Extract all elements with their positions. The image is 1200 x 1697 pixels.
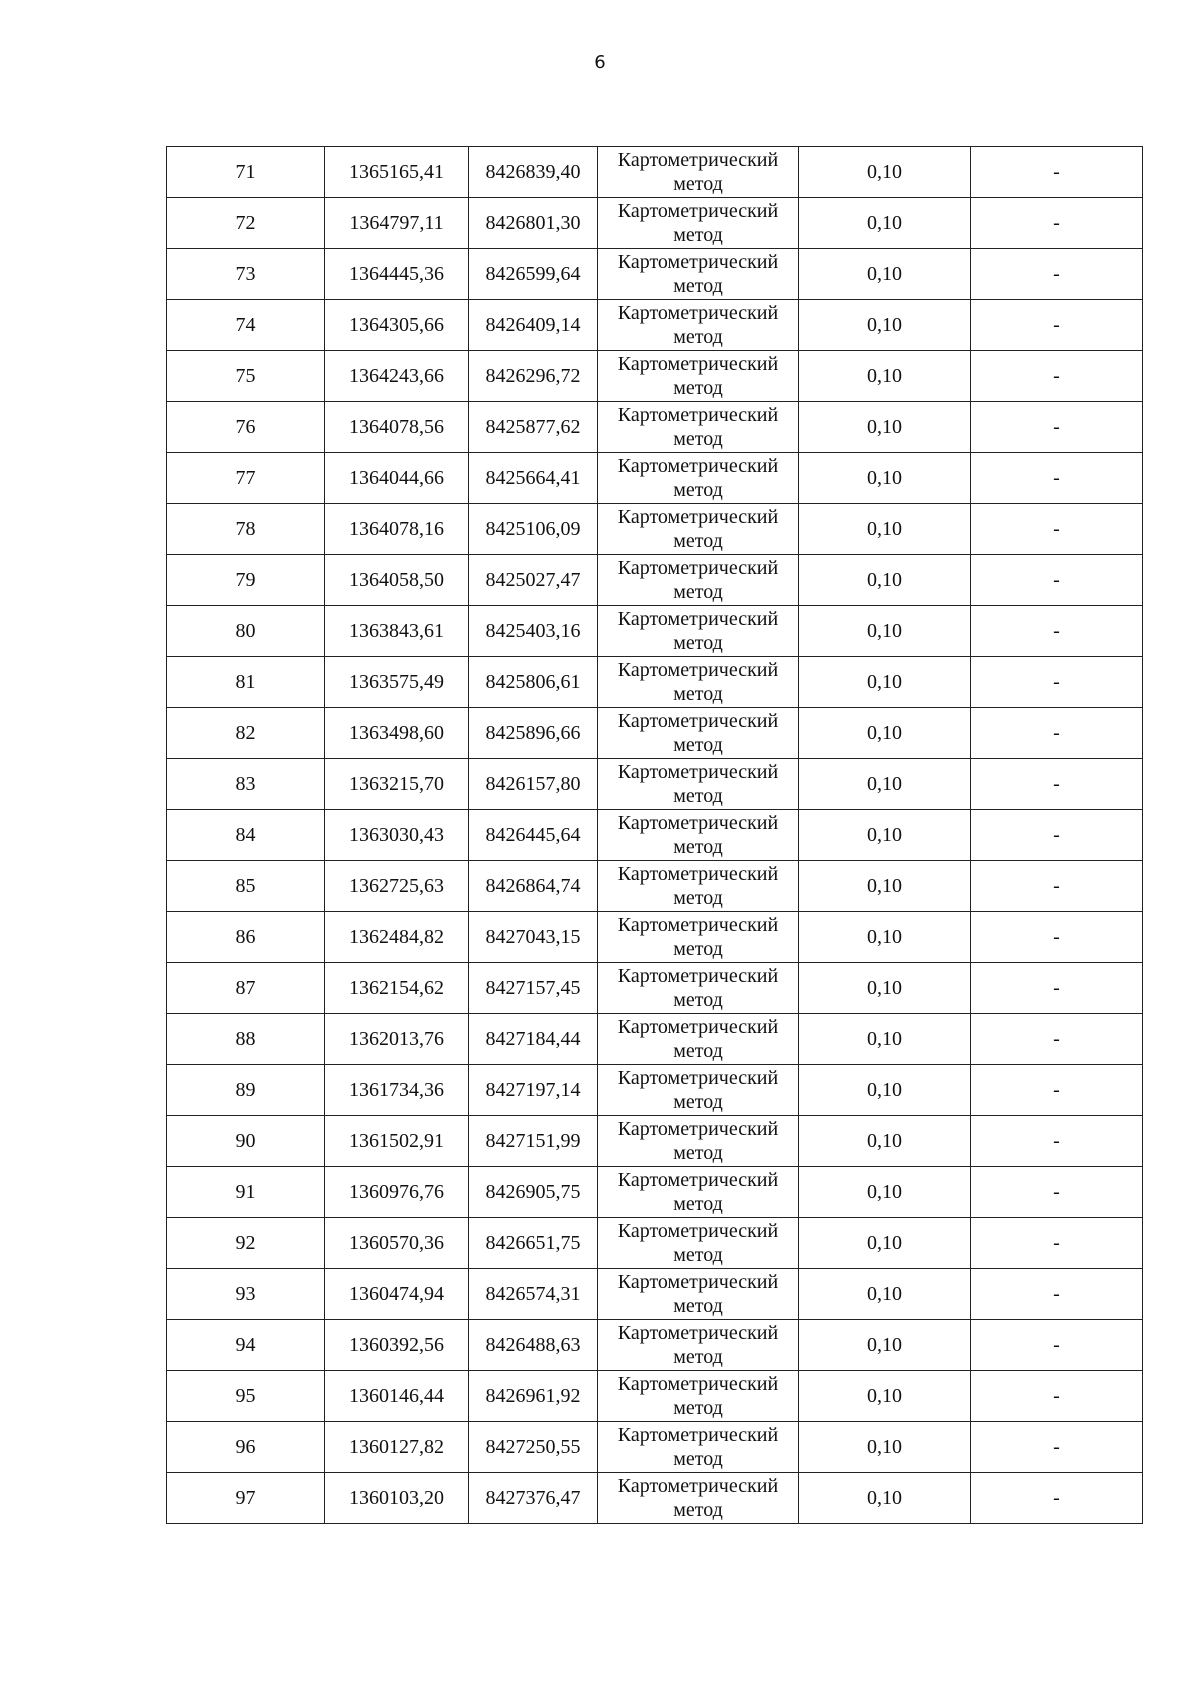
method-line-2: метод — [673, 734, 723, 756]
table-row — [167, 861, 1143, 912]
accuracy-cell: 0,10 — [799, 504, 971, 555]
y-coordinate-cell: 8425027,47 — [469, 555, 598, 606]
coordinates-table — [166, 146, 1143, 1524]
note-cell: - — [971, 657, 1143, 708]
point-number-cell: 96 — [167, 1422, 325, 1473]
table-row — [167, 1371, 1143, 1422]
note-cell: - — [971, 861, 1143, 912]
point-number-cell: 77 — [167, 453, 325, 504]
x-coordinate-cell: 1363498,60 — [325, 708, 469, 759]
accuracy-cell: 0,10 — [799, 351, 971, 402]
accuracy-cell: 0,10 — [799, 147, 971, 198]
x-coordinate-cell: 1364078,56 — [325, 402, 469, 453]
x-coordinate-cell: 1364305,66 — [325, 300, 469, 351]
x-coordinate-cell: 1360127,82 — [325, 1422, 469, 1473]
method-line-2: метод — [673, 1091, 723, 1113]
point-number-cell: 92 — [167, 1218, 325, 1269]
table-row — [167, 402, 1143, 453]
table-row — [167, 708, 1143, 759]
method-line-1: Картометрический — [617, 710, 779, 732]
method-line-2: метод — [673, 683, 723, 705]
method-line-2: метод — [673, 581, 723, 603]
accuracy-cell: 0,10 — [799, 1218, 971, 1269]
y-coordinate-cell: 8426651,75 — [469, 1218, 598, 1269]
note-cell: - — [971, 1371, 1143, 1422]
method-line-2: метод — [673, 1295, 723, 1317]
method-line-1: Картометрический — [617, 1118, 779, 1140]
note-cell: - — [971, 759, 1143, 810]
method-line-1: Картометрический — [617, 149, 779, 171]
method-line-2: метод — [673, 785, 723, 807]
method-line-1: Картометрический — [617, 1271, 779, 1293]
point-number-cell: 88 — [167, 1014, 325, 1065]
y-coordinate-cell: 8425806,61 — [469, 657, 598, 708]
accuracy-cell: 0,10 — [799, 1371, 971, 1422]
y-coordinate-cell: 8426801,30 — [469, 198, 598, 249]
table-row — [167, 453, 1143, 504]
accuracy-cell: 0,10 — [799, 657, 971, 708]
note-cell: - — [971, 555, 1143, 606]
point-number-cell: 72 — [167, 198, 325, 249]
point-number-cell: 74 — [167, 300, 325, 351]
x-coordinate-cell: 1363575,49 — [325, 657, 469, 708]
note-cell: - — [971, 453, 1143, 504]
x-coordinate-cell: 1362725,63 — [325, 861, 469, 912]
note-cell: - — [971, 1320, 1143, 1371]
y-coordinate-cell: 8426839,40 — [469, 147, 598, 198]
note-cell: - — [971, 1014, 1143, 1065]
note-cell: - — [971, 504, 1143, 555]
note-cell: - — [971, 606, 1143, 657]
table-row — [167, 555, 1143, 606]
y-coordinate-cell: 8425896,66 — [469, 708, 598, 759]
x-coordinate-cell: 1360474,94 — [325, 1269, 469, 1320]
accuracy-cell: 0,10 — [799, 453, 971, 504]
method-cell — [598, 1218, 799, 1269]
method-line-2: метод — [673, 1448, 723, 1470]
method-line-1: Картометрический — [617, 1220, 779, 1242]
method-line-2: метод — [673, 173, 723, 195]
note-cell: - — [971, 1116, 1143, 1167]
table-row — [167, 1218, 1143, 1269]
point-number-cell: 76 — [167, 402, 325, 453]
y-coordinate-cell: 8427043,15 — [469, 912, 598, 963]
accuracy-cell: 0,10 — [799, 1422, 971, 1473]
x-coordinate-cell: 1362154,62 — [325, 963, 469, 1014]
method-line-1: Картометрический — [617, 914, 779, 936]
method-line-1: Картометрический — [617, 659, 779, 681]
x-coordinate-cell: 1360570,36 — [325, 1218, 469, 1269]
accuracy-cell: 0,10 — [799, 810, 971, 861]
table-row — [167, 810, 1143, 861]
note-cell: - — [971, 1269, 1143, 1320]
table-row — [167, 606, 1143, 657]
note-cell: - — [971, 1218, 1143, 1269]
method-line-1: Картометрический — [617, 1169, 779, 1191]
x-coordinate-cell: 1364044,66 — [325, 453, 469, 504]
x-coordinate-cell: 1364058,50 — [325, 555, 469, 606]
note-cell: - — [971, 963, 1143, 1014]
y-coordinate-cell: 8425877,62 — [469, 402, 598, 453]
method-line-1: Картометрический — [617, 302, 779, 324]
note-cell: - — [971, 402, 1143, 453]
point-number-cell: 95 — [167, 1371, 325, 1422]
point-number-cell: 91 — [167, 1167, 325, 1218]
note-cell: - — [971, 351, 1143, 402]
point-number-cell: 94 — [167, 1320, 325, 1371]
y-coordinate-cell: 8427151,99 — [469, 1116, 598, 1167]
x-coordinate-cell: 1364445,36 — [325, 249, 469, 300]
accuracy-cell: 0,10 — [799, 1473, 971, 1524]
method-cell — [598, 1014, 799, 1065]
point-number-cell: 87 — [167, 963, 325, 1014]
method-line-2: метод — [673, 1397, 723, 1419]
method-cell — [598, 708, 799, 759]
method-cell — [598, 147, 799, 198]
method-line-1: Картометрический — [617, 506, 779, 528]
y-coordinate-cell: 8426445,64 — [469, 810, 598, 861]
method-cell — [598, 249, 799, 300]
method-line-1: Картометрический — [617, 251, 779, 273]
method-line-2: метод — [673, 326, 723, 348]
method-line-1: Картометрический — [617, 1424, 779, 1446]
table-row — [167, 1065, 1143, 1116]
x-coordinate-cell: 1360392,56 — [325, 1320, 469, 1371]
method-line-1: Картометрический — [617, 353, 779, 375]
y-coordinate-cell: 8425664,41 — [469, 453, 598, 504]
x-coordinate-cell: 1364243,66 — [325, 351, 469, 402]
point-number-cell: 75 — [167, 351, 325, 402]
note-cell: - — [971, 198, 1143, 249]
accuracy-cell: 0,10 — [799, 198, 971, 249]
point-number-cell: 97 — [167, 1473, 325, 1524]
method-cell — [598, 1320, 799, 1371]
method-cell — [598, 1269, 799, 1320]
accuracy-cell: 0,10 — [799, 402, 971, 453]
method-line-1: Картометрический — [617, 1016, 779, 1038]
point-number-cell: 89 — [167, 1065, 325, 1116]
accuracy-cell: 0,10 — [799, 1269, 971, 1320]
y-coordinate-cell: 8427197,14 — [469, 1065, 598, 1116]
method-line-2: метод — [673, 1142, 723, 1164]
x-coordinate-cell: 1363215,70 — [325, 759, 469, 810]
method-line-1: Картометрический — [617, 1475, 779, 1497]
y-coordinate-cell: 8426488,63 — [469, 1320, 598, 1371]
method-line-1: Картометрический — [617, 1322, 779, 1344]
x-coordinate-cell: 1362484,82 — [325, 912, 469, 963]
accuracy-cell: 0,10 — [799, 708, 971, 759]
method-cell — [598, 861, 799, 912]
y-coordinate-cell: 8426961,92 — [469, 1371, 598, 1422]
method-line-2: метод — [673, 1499, 723, 1521]
accuracy-cell: 0,10 — [799, 249, 971, 300]
accuracy-cell: 0,10 — [799, 300, 971, 351]
y-coordinate-cell: 8427250,55 — [469, 1422, 598, 1473]
method-cell — [598, 402, 799, 453]
method-line-1: Картометрический — [617, 455, 779, 477]
x-coordinate-cell: 1362013,76 — [325, 1014, 469, 1065]
x-coordinate-cell: 1360976,76 — [325, 1167, 469, 1218]
method-line-1: Картометрический — [617, 965, 779, 987]
method-cell — [598, 1065, 799, 1116]
method-line-2: метод — [673, 275, 723, 297]
table-row — [167, 657, 1143, 708]
method-cell — [598, 1371, 799, 1422]
method-cell — [598, 759, 799, 810]
x-coordinate-cell: 1364078,16 — [325, 504, 469, 555]
accuracy-cell: 0,10 — [799, 1014, 971, 1065]
method-cell — [598, 555, 799, 606]
method-cell — [598, 1116, 799, 1167]
method-line-2: метод — [673, 632, 723, 654]
point-number-cell: 82 — [167, 708, 325, 759]
point-number-cell: 78 — [167, 504, 325, 555]
point-number-cell: 81 — [167, 657, 325, 708]
accuracy-cell: 0,10 — [799, 1116, 971, 1167]
method-cell — [598, 453, 799, 504]
note-cell: - — [971, 1473, 1143, 1524]
method-line-1: Картометрический — [617, 812, 779, 834]
method-line-1: Картометрический — [617, 1067, 779, 1089]
table-row — [167, 198, 1143, 249]
method-cell — [598, 1422, 799, 1473]
y-coordinate-cell: 8427157,45 — [469, 963, 598, 1014]
point-number-cell: 84 — [167, 810, 325, 861]
accuracy-cell: 0,10 — [799, 759, 971, 810]
y-coordinate-cell: 8426905,75 — [469, 1167, 598, 1218]
note-cell: - — [971, 1065, 1143, 1116]
note-cell: - — [971, 1167, 1143, 1218]
table-row — [167, 963, 1143, 1014]
table-row — [167, 1167, 1143, 1218]
accuracy-cell: 0,10 — [799, 1167, 971, 1218]
method-cell — [598, 504, 799, 555]
y-coordinate-cell: 8425403,16 — [469, 606, 598, 657]
method-line-2: метод — [673, 887, 723, 909]
y-coordinate-cell: 8427184,44 — [469, 1014, 598, 1065]
method-cell — [598, 1473, 799, 1524]
method-cell — [598, 810, 799, 861]
accuracy-cell: 0,10 — [799, 1065, 971, 1116]
table-row — [167, 300, 1143, 351]
point-number-cell: 73 — [167, 249, 325, 300]
x-coordinate-cell: 1364797,11 — [325, 198, 469, 249]
point-number-cell: 83 — [167, 759, 325, 810]
point-number-cell: 80 — [167, 606, 325, 657]
note-cell: - — [971, 249, 1143, 300]
y-coordinate-cell: 8426574,31 — [469, 1269, 598, 1320]
method-line-2: метод — [673, 1040, 723, 1062]
note-cell: - — [971, 1422, 1143, 1473]
method-line-1: Картометрический — [617, 404, 779, 426]
page-number: 6 — [594, 52, 606, 73]
y-coordinate-cell: 8427376,47 — [469, 1473, 598, 1524]
table-row — [167, 351, 1143, 402]
table-row — [167, 147, 1143, 198]
method-line-2: метод — [673, 989, 723, 1011]
method-line-2: метод — [673, 377, 723, 399]
table-row — [167, 1014, 1143, 1065]
method-line-2: метод — [673, 836, 723, 858]
y-coordinate-cell: 8425106,09 — [469, 504, 598, 555]
method-cell — [598, 657, 799, 708]
table-row — [167, 1269, 1143, 1320]
y-coordinate-cell: 8426157,80 — [469, 759, 598, 810]
method-cell — [598, 198, 799, 249]
x-coordinate-cell: 1363843,61 — [325, 606, 469, 657]
table-row — [167, 1320, 1143, 1371]
method-cell — [598, 1167, 799, 1218]
x-coordinate-cell: 1360146,44 — [325, 1371, 469, 1422]
note-cell: - — [971, 708, 1143, 759]
table-row — [167, 1422, 1143, 1473]
x-coordinate-cell: 1363030,43 — [325, 810, 469, 861]
accuracy-cell: 0,10 — [799, 912, 971, 963]
point-number-cell: 79 — [167, 555, 325, 606]
table-row — [167, 1473, 1143, 1524]
method-line-1: Картометрический — [617, 200, 779, 222]
method-cell — [598, 300, 799, 351]
x-coordinate-cell: 1360103,20 — [325, 1473, 469, 1524]
method-cell — [598, 963, 799, 1014]
method-cell — [598, 351, 799, 402]
point-number-cell: 90 — [167, 1116, 325, 1167]
method-cell — [598, 912, 799, 963]
note-cell: - — [971, 147, 1143, 198]
y-coordinate-cell: 8426296,72 — [469, 351, 598, 402]
table-row — [167, 1116, 1143, 1167]
method-line-1: Картометрический — [617, 863, 779, 885]
y-coordinate-cell: 8426599,64 — [469, 249, 598, 300]
note-cell: - — [971, 300, 1143, 351]
point-number-cell: 85 — [167, 861, 325, 912]
note-cell: - — [971, 810, 1143, 861]
y-coordinate-cell: 8426864,74 — [469, 861, 598, 912]
method-line-2: метод — [673, 428, 723, 450]
method-line-1: Картометрический — [617, 1373, 779, 1395]
y-coordinate-cell: 8426409,14 — [469, 300, 598, 351]
table-body — [167, 147, 1143, 1524]
table-row — [167, 504, 1143, 555]
method-cell — [598, 606, 799, 657]
x-coordinate-cell: 1361734,36 — [325, 1065, 469, 1116]
point-number-cell: 93 — [167, 1269, 325, 1320]
method-line-2: метод — [673, 479, 723, 501]
table-row — [167, 759, 1143, 810]
table-row — [167, 249, 1143, 300]
method-line-1: Картометрический — [617, 761, 779, 783]
method-line-1: Картометрический — [617, 557, 779, 579]
note-cell: - — [971, 912, 1143, 963]
method-line-2: метод — [673, 224, 723, 246]
table-row — [167, 912, 1143, 963]
method-line-2: метод — [673, 1244, 723, 1266]
method-line-2: метод — [673, 1193, 723, 1215]
method-line-1: Картометрический — [617, 608, 779, 630]
accuracy-cell: 0,10 — [799, 861, 971, 912]
accuracy-cell: 0,10 — [799, 1320, 971, 1371]
x-coordinate-cell: 1365165,41 — [325, 147, 469, 198]
point-number-cell: 71 — [167, 147, 325, 198]
point-number-cell: 86 — [167, 912, 325, 963]
accuracy-cell: 0,10 — [799, 963, 971, 1014]
accuracy-cell: 0,10 — [799, 606, 971, 657]
x-coordinate-cell: 1361502,91 — [325, 1116, 469, 1167]
method-line-2: метод — [673, 530, 723, 552]
accuracy-cell: 0,10 — [799, 555, 971, 606]
method-line-2: метод — [673, 1346, 723, 1368]
method-line-2: метод — [673, 938, 723, 960]
